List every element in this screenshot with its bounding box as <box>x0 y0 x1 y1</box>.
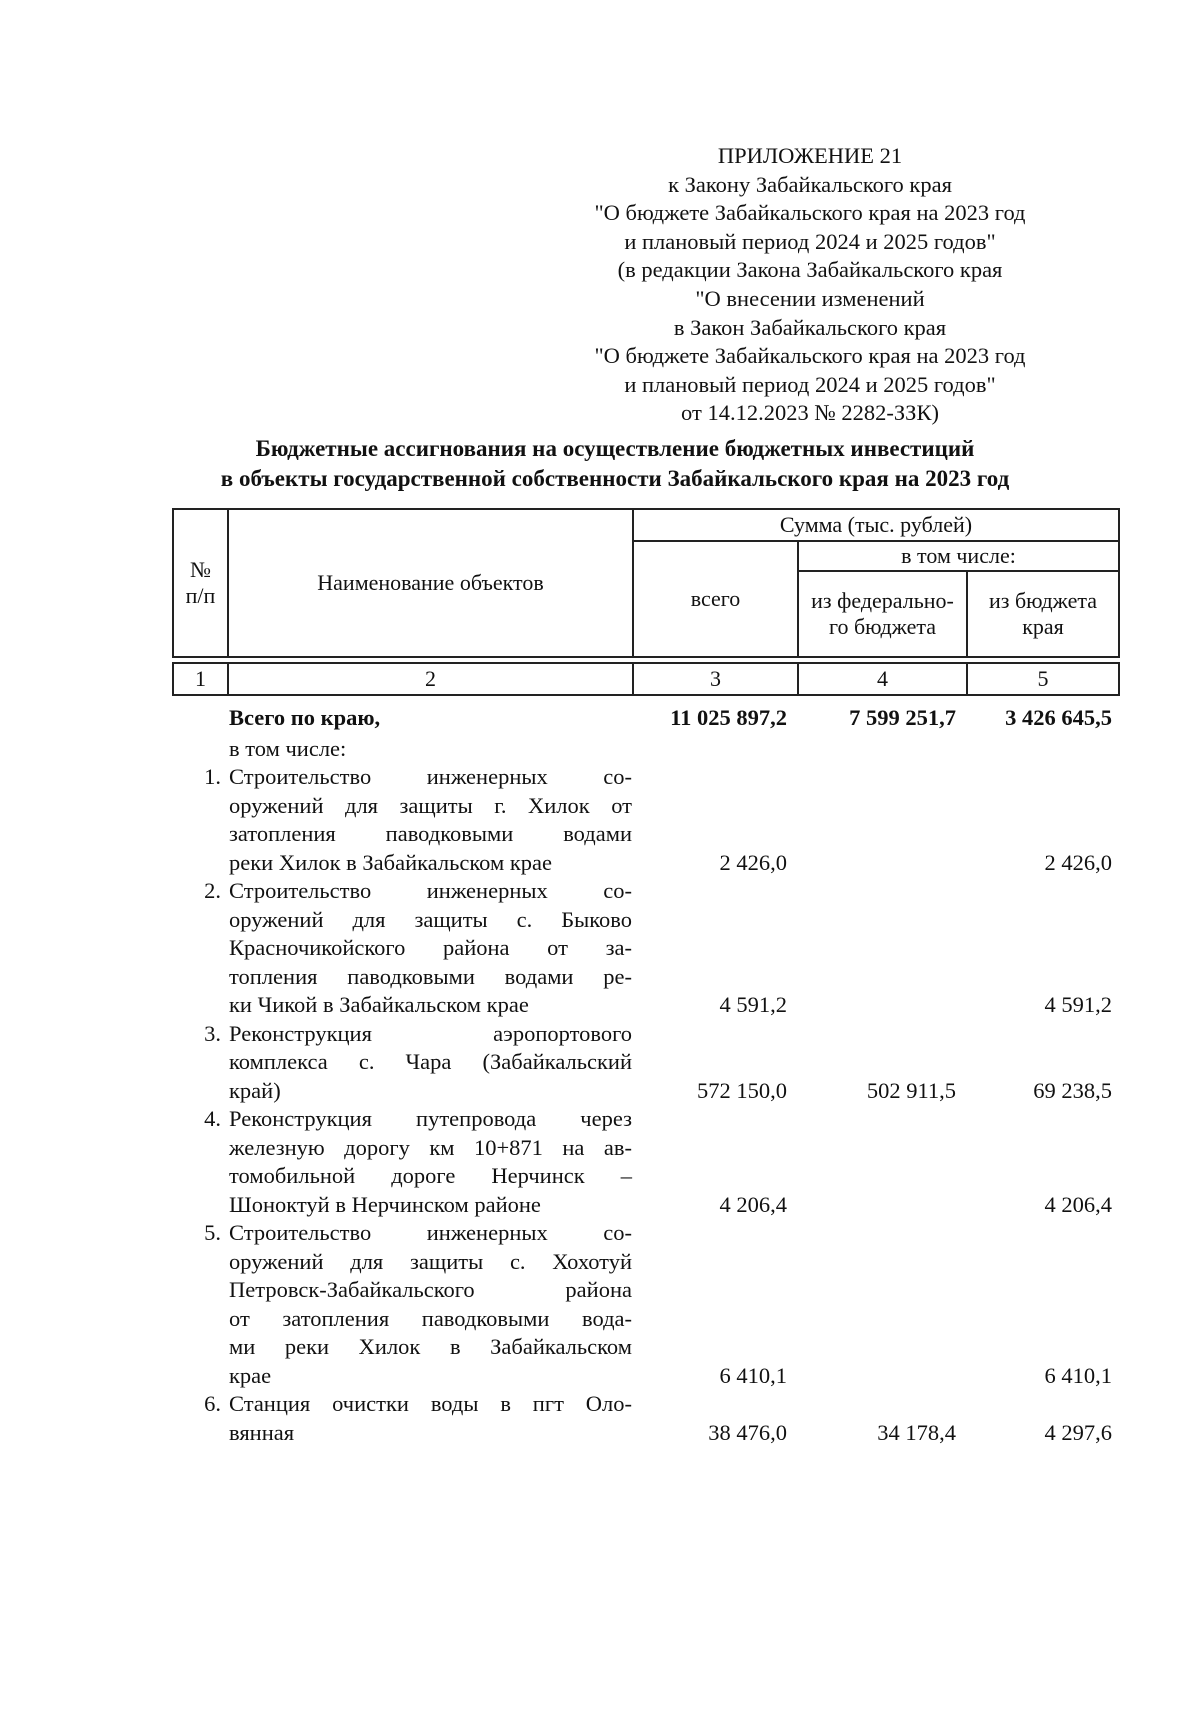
row-number: 3. <box>204 1020 221 1046</box>
row-total: 2 426,0 <box>719 849 787 875</box>
object-name-line: оружений для защиты г. Хилок от <box>229 792 632 818</box>
total-sum: 11 025 897,2 <box>670 705 787 730</box>
table-row <box>172 1020 1118 1106</box>
object-name-line: край) <box>229 1077 281 1103</box>
header-number-cell <box>173 509 228 657</box>
object-name-line: Строительство инженерных со- <box>229 764 632 789</box>
total-row <box>172 704 1118 733</box>
appendix-header <box>560 142 1060 428</box>
row-number: 1. <box>204 764 221 789</box>
object-name <box>227 763 632 877</box>
object-name-line: Станция очистки воды в пгт Оло- <box>229 1391 632 1416</box>
object-name-line: ки Чикой в Забайкальском крае <box>229 992 529 1017</box>
object-name-line: Красночикойского района от за- <box>229 935 632 960</box>
object-name <box>227 1219 632 1390</box>
row-number: 4. <box>204 1106 221 1131</box>
header-federal-line: из федерально- <box>811 588 954 613</box>
column-number-cell: 1 <box>173 663 228 695</box>
row-federal: 502 911,5 <box>866 1077 956 1103</box>
appendix-line: в Закон Забайкальского края <box>673 314 947 340</box>
object-name <box>227 1020 632 1106</box>
table-row <box>172 877 1118 1020</box>
header-sum-cell: Сумма (тыс. рублей) <box>633 509 1119 541</box>
object-name-line: оружений для защиты с. Быково <box>229 906 632 932</box>
object-name-line: реки Хилок в Забайкальском крае <box>229 849 553 875</box>
object-name-line: вянная <box>229 1419 295 1445</box>
row-number: 6. <box>204 1391 221 1416</box>
row-regional: 4 297,6 <box>1044 1419 1112 1445</box>
row-number: 2. <box>204 878 221 903</box>
header-number-sign: № <box>190 557 211 582</box>
row-number: 5. <box>204 1220 221 1245</box>
object-name-line: топления паводковыми водами ре- <box>229 963 632 989</box>
appendix-line: к Закону Забайкальского края <box>668 171 952 197</box>
document-title <box>150 434 1080 494</box>
budget-table-body <box>172 704 1118 1447</box>
table-row <box>172 1390 1118 1447</box>
header-name-cell: Наименование объектов <box>228 509 633 657</box>
row-regional: 2 426,0 <box>1044 849 1112 875</box>
table-row <box>172 763 1118 877</box>
title-line: Бюджетные ассигнования на осуществление бюджетных инвестиций <box>255 436 975 461</box>
appendix-line: от 14.12.2023 № 2282-ЗЗК) <box>681 400 939 426</box>
object-name-line: затопления паводковыми водами <box>229 821 632 846</box>
row-total: 572 150,0 <box>697 1077 787 1103</box>
object-name-line: ми реки Хилок в Забайкальском <box>229 1334 632 1359</box>
budget-table-header <box>172 508 1120 696</box>
object-name-line: Строительство инженерных со- <box>229 1220 632 1245</box>
appendix-line: ПРИЛОЖЕНИЕ 21 <box>717 143 903 168</box>
header-regional-cell <box>967 571 1119 657</box>
table-row <box>172 1219 1118 1390</box>
appendix-line: и плановый период 2024 и 2025 годов" <box>624 371 996 397</box>
row-regional: 4 206,4 <box>1044 1191 1112 1217</box>
object-name-line: крае <box>229 1362 272 1388</box>
table-row <box>172 1105 1118 1219</box>
object-name-line: Реконструкция аэропортового <box>229 1020 632 1046</box>
appendix-line: (в редакции Закона Забайкальского края <box>617 257 1003 283</box>
object-name-line: железную дорогу км 10+871 на ав- <box>229 1134 632 1160</box>
row-total: 6 410,1 <box>719 1362 787 1388</box>
object-name-line: Строительство инженерных со- <box>229 878 632 903</box>
row-total: 4 206,4 <box>719 1191 787 1217</box>
row-total: 4 591,2 <box>719 992 787 1017</box>
object-name <box>227 877 632 1020</box>
including-row <box>172 735 1118 764</box>
total-federal: 7 599 251,7 <box>849 705 956 730</box>
header-total-cell: всего <box>633 541 798 657</box>
header-number-abbr: п/п <box>185 583 216 608</box>
column-number-cell: 2 <box>228 663 633 695</box>
column-number-cell: 4 <box>798 663 967 695</box>
object-name <box>227 1390 632 1447</box>
object-name <box>227 1105 632 1219</box>
appendix-line: "О внесении изменений <box>695 285 925 311</box>
row-federal: 34 178,4 <box>877 1419 956 1445</box>
row-regional: 69 238,5 <box>1033 1077 1112 1103</box>
column-number-cell: 5 <box>967 663 1119 695</box>
header-federal-line: го бюджета <box>828 614 936 639</box>
row-regional: 6 410,1 <box>1044 1362 1112 1388</box>
object-name-line: Шоноктуй в Нерчинском районе <box>229 1191 541 1217</box>
appendix-line: "О бюджете Забайкальского края на 2023 год <box>594 200 1026 226</box>
header-including-cell: в том числе: <box>798 541 1119 571</box>
object-name-line: Петровск-Забайкальского района <box>229 1277 632 1302</box>
appendix-line: и плановый период 2024 и 2025 годов" <box>624 228 996 254</box>
header-federal-cell <box>798 571 967 657</box>
header-regional-line: края <box>1022 614 1064 639</box>
row-regional: 4 591,2 <box>1044 992 1112 1017</box>
column-number-cell: 3 <box>633 663 798 695</box>
object-name-line: комплекса с. Чара (Забайкальский <box>229 1049 632 1074</box>
row-total: 38 476,0 <box>708 1419 787 1445</box>
object-name-line: томобильной дороге Нерчинск – <box>229 1163 632 1188</box>
total-regional: 3 426 645,5 <box>1005 705 1112 730</box>
including-label: в том числе: <box>229 735 347 761</box>
object-name-line: от затопления паводковыми вода- <box>229 1305 632 1331</box>
header-regional-line: из бюджета <box>989 588 1097 613</box>
total-label: Всего по краю, <box>229 705 381 730</box>
object-name-line: оружений для защиты с. Хохотуй <box>229 1248 632 1274</box>
title-line: в объекты государственной собственности Забайкальского края на 2023 год <box>220 466 1010 491</box>
appendix-line: "О бюджете Забайкальского края на 2023 год <box>594 343 1026 369</box>
object-name-line: Реконструкция путепровода через <box>229 1106 632 1131</box>
